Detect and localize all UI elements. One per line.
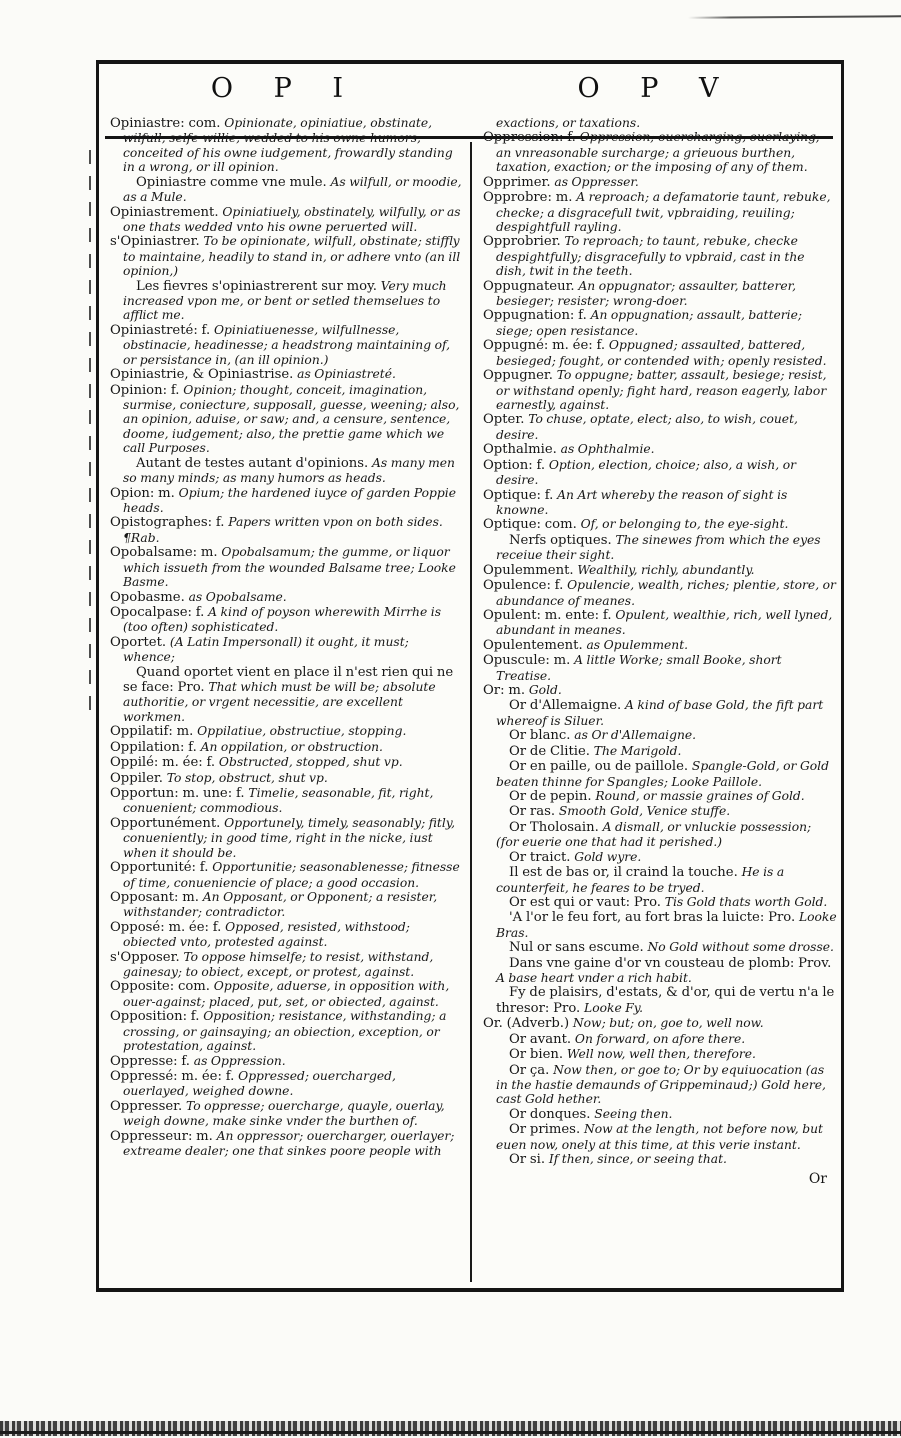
entry-headword: Opion: m. [110, 485, 179, 501]
right-column [483, 116, 837, 1200]
dictionary-entry [110, 116, 462, 175]
entry-definition: A kind of poyson wherewith Mirrhe is (too often) sophisticated. [123, 604, 442, 635]
catchword: Or [808, 1170, 827, 1187]
entry-headword: Oppugné: m. ée: f. [483, 338, 609, 354]
entry-definition: No Gold without some drosse. [647, 940, 834, 955]
entry-definition: Now then, or goe to; Or by equiuocation (as in the hastie demaunds of Grippeminaud;) Gold here, cast Gold hether. [496, 1062, 826, 1107]
entry-headword: Opter. [483, 412, 529, 428]
entry-headword: 'A l'or le feu fort, au fort bras la luicte: Pro. [509, 910, 799, 926]
dictionary-entry [483, 1063, 837, 1107]
dictionary-entry [110, 920, 462, 950]
dictionary-entry [483, 910, 837, 940]
entry-headword: Opportunité: f. [110, 860, 213, 876]
dictionary-entry [483, 412, 837, 442]
entry-headword: Opportunément. [110, 815, 225, 831]
entry-definition: Seeing then. [594, 1106, 673, 1121]
entry-headword: Opocalpase: f. [110, 604, 209, 620]
dictionary-entry [110, 860, 462, 890]
entry-headword: Oppilation: f. [110, 739, 201, 755]
entry-headword: s'Opposer. [110, 949, 184, 965]
entry-headword: Opulentement. [483, 637, 587, 653]
dictionary-entry [483, 759, 837, 789]
entry-definition: Tis Gold thats worth Gold. [664, 894, 828, 909]
entry-definition: Wealthily, richly, abundantly. [577, 562, 755, 577]
dictionary-entry [483, 940, 837, 955]
dictionary-entry [483, 956, 837, 986]
dictionary-entry [483, 130, 837, 174]
dictionary-entry [483, 338, 837, 368]
dictionary-entry [110, 786, 462, 816]
entry-definition: Opportunitie; seasonablenesse; fitnesse of time, conueniencie of place; a good occasion. [123, 860, 460, 890]
scan-artifact-top-edge [688, 15, 901, 18]
entry-headword: Opprimer. [483, 174, 555, 190]
entry-headword: Or. (Adverb.) [483, 1016, 573, 1032]
dictionary-entry [483, 895, 837, 910]
entry-definition: Well now, well then, therefore. [566, 1047, 756, 1062]
entry-definition: To stop, obstruct, shut vp. [166, 770, 328, 785]
entry-definition: To reproach; to taunt, rebuke, checke despightfully; disgracefully to vpbraid, cast in the dish, twit in the teeth. [496, 234, 805, 279]
dictionary-entry [483, 533, 837, 563]
entry-headword: Oportet. [110, 634, 170, 650]
entry-headword: Opiniastre comme vne mule. [136, 174, 331, 190]
entry-headword: Oppresseur: m. [110, 1128, 217, 1144]
entry-definition: An oppressor; ouercharger, ouerlayer; extreame dealer; one that sinkes poore people with [123, 1128, 455, 1159]
dictionary-entry [110, 1009, 462, 1053]
entry-definition: Timelie, seasonable, fit, right, conuenient; commodious. [123, 785, 434, 816]
entry-definition: as Or d'Allemaigne. [574, 728, 697, 743]
dictionary-entry [110, 486, 462, 516]
entry-headword: Or ça. [509, 1062, 554, 1078]
entry-definition: To oppose himselfe; to resist, withstand, gainesay; to obiect, except, or protest, against. [123, 949, 434, 980]
entry-headword: Fy de plaisirs, d'estats, & d'or, qui de vertu n'a le thresor: Pro. [496, 985, 835, 1016]
entry-headword: Il est de bas or, il craind la touche. [509, 865, 742, 881]
entry-definition: To oppresse; ouercharge, quayle, ouerlay, weigh downe, make sinke vnder the burthen of. [123, 1098, 445, 1129]
entry-definition: To oppugne; batter, assault, besiege; resist, or withstand openly; fight hard, reason eagerly, labor earnestly, against. [496, 368, 827, 413]
entry-definition: The Marigold. [593, 743, 682, 758]
entry-headword: Or donques. [509, 1106, 595, 1122]
dictionary-entry [483, 458, 837, 488]
entry-definition: To chuse, optate, elect; also, to wish, couet, desire. [496, 412, 798, 442]
dictionary-entry [483, 1047, 837, 1062]
dictionary-entry [483, 638, 837, 653]
entry-definition: Opposition; resistance, withstanding; a crossing, or gainsaying; an obiection, exception, or protestation, against. [123, 1009, 447, 1054]
entry-definition: as Oppression. [193, 1053, 286, 1068]
dictionary-entry [110, 740, 462, 755]
dictionary-entry [110, 816, 462, 860]
entry-headword: Dans vne gaine d'or vn cousteau de plomb: Prov. [509, 955, 832, 971]
entry-definition: To be opinionate, wilfull, obstinate; stiffly to maintaine, headily to stand in, or adhere vnto (an ill opinion,) [123, 234, 461, 279]
entry-headword: Opprobrier. [483, 234, 565, 250]
dictionary-entry [483, 578, 837, 608]
dictionary-entry [483, 190, 837, 234]
entry-definition: Obstructed, stopped, shut vp. [218, 755, 403, 770]
dictionary-entry [483, 563, 837, 578]
running-head-right: O P V [577, 73, 735, 104]
entry-headword: Opposant: m. [110, 889, 203, 905]
entry-definition: A base heart vnder a rich habit. [496, 971, 692, 986]
dictionary-entry [483, 116, 837, 130]
entry-headword: Oppugnateur. [483, 278, 579, 294]
entry-headword: Optique: f. [483, 487, 558, 503]
entry-headword: Opposite: com. [110, 979, 214, 995]
dictionary-entry [483, 1122, 837, 1152]
entry-headword: Oppilatif: m. [110, 724, 198, 740]
entry-definition: An oppugnation; assault, batterie; siege; open resistance. [496, 308, 803, 338]
entry-definition: Opposed, resisted, withstood; obiected vnto, protested against. [123, 919, 410, 950]
entry-headword: Oppugner. [483, 368, 557, 384]
entry-headword: Opulent: m. ente: f. [483, 607, 616, 623]
dictionary-entry [110, 515, 462, 545]
entry-headword: Or de pepin. [509, 788, 596, 804]
dictionary-entry [110, 545, 462, 589]
dictionary-entry [483, 488, 837, 518]
entry-definition: An oppugnator; assaulter, batterer, besieger; resister; wrong-doer. [496, 278, 797, 309]
entry-headword: Or d'Allemaigne. [509, 698, 626, 714]
dictionary-entry [483, 653, 837, 683]
entry-definition: Now at the length, not before now, but euen now, onely at this time, at this verie instant. [496, 1122, 823, 1152]
entry-definition: Opiniatiuely, obstinately, wilfully, or as one thats wedded vnto his owne peruerted will. [123, 204, 461, 234]
entry-definition: As many men so many minds; as many humors as heads. [123, 455, 455, 486]
entry-definition: Of, or belonging to, the eye-sight. [580, 517, 789, 532]
entry-definition: Opportunely, timely, seasonably; fitly, conueniently; in good time, right in the nicke, iust when it should be. [123, 815, 456, 860]
dictionary-entry [483, 1152, 837, 1167]
dictionary-entry [483, 234, 837, 278]
entry-headword: Opportun: m. une: f. [110, 785, 249, 801]
entry-definition: Option, election, choice; also, a wish, or desire. [496, 457, 796, 488]
dictionary-entry [110, 755, 462, 770]
dictionary-entry [110, 279, 462, 323]
entry-headword: Or ras. [509, 804, 559, 820]
entry-definition: exactions, or taxations. [496, 116, 641, 130]
entry-definition: Opinionate, opiniatiue, obstinate, wilfull, selfe-willie, wedded to his owne humors, conceited of his owne iudgement, frowardly standing in a wrong, or ill opinion. [123, 116, 453, 175]
dictionary-entry [110, 367, 462, 382]
entry-headword: Opposé: m. ée: f. [110, 919, 226, 935]
dictionary-entry [110, 1054, 462, 1069]
dictionary-entry [483, 175, 837, 190]
entry-headword: Or blanc. [509, 728, 575, 744]
dictionary-entry [483, 698, 837, 728]
entry-headword: Oppression: f. [483, 130, 580, 146]
dictionary-entry [483, 865, 837, 895]
dictionary-entry [110, 234, 462, 278]
entry-headword: Or de Clitie. [509, 743, 594, 759]
entry-headword: Or primes. [509, 1122, 584, 1138]
entry-definition: Oppressed; ouercharged, ouerlayed, weighed downe. [123, 1069, 396, 1099]
entry-headword: Opprobre: m. [483, 190, 577, 206]
entry-definition: as Opiniastreté. [297, 367, 396, 382]
entry-definition: An oppilation, or obstruction. [200, 739, 383, 754]
entry-headword: Or traict. [509, 849, 575, 865]
entry-definition: Opium; the hardened iuyce of garden Poppie heads. [123, 485, 456, 515]
dictionary-entry [110, 950, 462, 980]
entry-headword: Opobalsame: m. [110, 545, 222, 561]
entry-headword: Opiniastrie, & Opiniastrise. [110, 367, 298, 383]
entry-headword: s'Opiniastrer. [110, 234, 204, 250]
entry-definition: Smooth Gold, Venice stuffe. [558, 804, 731, 819]
dictionary-entry [110, 1099, 462, 1129]
column-divider [470, 142, 472, 1282]
dictionary-entry [110, 724, 462, 739]
dictionary-entry [483, 985, 837, 1016]
dictionary-entry [483, 804, 837, 819]
page-frame [96, 60, 844, 1292]
entry-headword: Oppilé: m. ée: f. [110, 755, 219, 771]
entry-definition: Opinion; thought, conceit, imagination, surmise, coniecture, supposall, guesse, weening; also, an opinion, aduise, or saw; and, a censure, sentence, doome, iudgement; also, the prettie game which we call Purposes. [123, 382, 460, 456]
entry-headword: Nerfs optiques. [509, 532, 616, 548]
entry-definition: Opobalsamum; the gumme, or liquor which issueth from the wounded Balsame tree; Looke Basme. [123, 545, 456, 590]
entry-definition: as Opobalsame. [188, 589, 287, 604]
entry-headword: Optique: com. [483, 517, 581, 533]
entry-headword: Opulence: f. [483, 578, 568, 594]
entry-headword: Or: m. [483, 683, 529, 699]
entry-definition: Opiniatiuenesse, wilfullnesse, obstinacie, headinesse; a headstrong maintaining of, or persistance in, (an ill opinion.) [123, 322, 451, 367]
entry-headword: Quand oportet vient en place il n'est rien qui ne se face: Pro. [123, 664, 454, 696]
entry-definition: Oppression; ouercharging, ouerlaying; an vnreasonable surcharge; a grieuous burthen, taxation, exaction; or the imposing of any of them. [496, 130, 821, 175]
entry-definition: Looke Bras. [496, 910, 837, 940]
entry-definition: A kind of base Gold, the fift part whereof is Siluer. [496, 698, 824, 728]
entry-definition: As wilfull, or moodie, as a Mule. [123, 174, 462, 205]
entry-headword: Or si. [509, 1152, 549, 1168]
entry-definition: Now; but; on, goe to, well now. [572, 1016, 764, 1031]
entry-definition: The sinewes from which the eyes receiue their sight. [496, 532, 821, 563]
entry-headword: Or est qui or vaut: Pro. [509, 894, 665, 910]
dictionary-entry [110, 590, 462, 605]
entry-headword: Oppugnation: f. [483, 308, 591, 324]
entry-definition: That which must be will be; absolute authoritie, or vrgent necessitie, are excellent workmen. [123, 680, 436, 724]
entry-definition: as Opulemment. [586, 637, 689, 652]
entry-definition: On forward, on afore there. [574, 1031, 746, 1046]
dictionary-entry [483, 789, 837, 804]
dictionary-entry [110, 1069, 462, 1099]
dictionary-entry [110, 635, 462, 665]
entry-definition: Opulencie, wealth, riches; plentie, store, or abundance of meanes. [496, 578, 836, 608]
dictionary-entry [110, 383, 462, 456]
running-head-left: O P I [210, 73, 360, 104]
entry-headword: Oppiler. [110, 770, 167, 786]
entry-headword: Opposition: f. [110, 1009, 204, 1025]
entry-definition: as Ophthalmie. [560, 442, 655, 457]
entry-definition: Very much increased vpon me, or bent or setled themselues to afflict me. [123, 278, 447, 323]
dictionary-entry [483, 850, 837, 865]
entry-definition: He is a counterfeit, he feares to be tryed. [496, 865, 785, 895]
dictionary-entry [110, 890, 462, 920]
entry-definition: Opposite, aduerse, in opposition with, ouer-against; placed, put, set, or obiected, against. [123, 979, 450, 1009]
dictionary-entry [483, 368, 837, 412]
entry-headword: Les fievres s'opiniastrerent sur moy. [136, 278, 381, 294]
entry-definition: Oppugned; assaulted, battered, besieged; fought, or contended with; openly resisted. [496, 338, 827, 368]
entry-headword: Oppresser. [110, 1098, 186, 1114]
dictionary-entry [483, 1032, 837, 1047]
entry-definition: Papers written vpon on both sides. ¶Rab. [123, 515, 443, 545]
dictionary-entry [110, 456, 462, 486]
dictionary-entry [110, 1129, 462, 1159]
dictionary-entry [483, 683, 837, 698]
entry-definition: Spangle-Gold, or Gold beaten thinne for Spangles; Looke Paillole. [496, 759, 829, 789]
dictionary-entry [110, 665, 462, 725]
left-column [110, 116, 462, 1159]
entry-definition: Looke Fy. [584, 1000, 643, 1015]
entry-definition: Oppilatiue, obstructiue, stopping. [197, 724, 407, 739]
entry-definition: A dismall, or vnluckie possession; (for euerie one that had it perished.) [496, 819, 812, 850]
entry-definition: If then, since, or seeing that. [548, 1152, 727, 1167]
dictionary-entry [110, 771, 462, 786]
entry-definition: Round, or massie graines of Gold. [595, 788, 805, 803]
scan-artifact-left-edge [89, 150, 91, 710]
dictionary-entry [483, 1016, 837, 1031]
entry-headword: Or Tholosain. [509, 819, 603, 835]
dictionary-entry [110, 175, 462, 205]
dictionary-entry [110, 979, 462, 1009]
entry-definition: Gold wyre. [574, 849, 642, 864]
dictionary-entry [483, 308, 837, 338]
entry-headword: Opiniastre: com. [110, 116, 225, 131]
entry-headword: Opthalmie. [483, 442, 561, 458]
entry-definition: A little Worke; small Booke, short Treatise. [496, 653, 782, 683]
entry-definition: Opulent, wealthie, rich, well lyned, abundant in meanes. [496, 607, 833, 638]
dictionary-entry [483, 744, 837, 759]
entry-headword: Opistographes: f. [110, 515, 229, 531]
entry-definition: (A Latin Impersonall) it ought, it must; whence; [123, 634, 409, 665]
entry-headword: Or bien. [509, 1047, 567, 1063]
entry-headword: Or en paille, ou de paillole. [509, 759, 692, 775]
entry-definition: An Opposant, or Opponent; a resister, withstander; contradictor. [123, 889, 438, 920]
entry-headword: Opiniastrement. [110, 204, 223, 220]
dictionary-entry [483, 820, 837, 850]
dictionary-entry [483, 1107, 837, 1122]
entry-definition: Gold. [528, 683, 562, 698]
dictionary-entry [483, 279, 837, 309]
dictionary-entry [110, 205, 462, 235]
dictionary-entry [110, 323, 462, 367]
entry-definition: as Oppresser. [554, 174, 639, 189]
entry-headword: Opinion: f. [110, 382, 184, 398]
dictionary-entry [483, 728, 837, 743]
entry-definition: An Art whereby the reason of sight is knowne. [496, 487, 788, 517]
scan-artifact-bottom-line [0, 1431, 901, 1434]
entry-headword: Or avant. [509, 1031, 575, 1047]
entry-headword: Nul or sans escume. [509, 940, 648, 956]
entry-headword: Opiniastreté: f. [110, 322, 214, 338]
dictionary-entry [483, 608, 837, 638]
dictionary-entry [483, 442, 837, 457]
entry-headword: Autant de testes autant d'opinions. [136, 455, 372, 471]
entry-headword: Opulemment. [483, 562, 578, 578]
dictionary-entry [483, 517, 837, 532]
entry-headword: Option: f. [483, 457, 549, 473]
entry-definition: A reproach; a defamatorie taunt, rebuke, checke; a disgracefull twit, vpbraiding, reuiling; despightfull rayling. [496, 190, 831, 234]
dictionary-entry [110, 605, 462, 635]
entry-headword: Oppressé: m. ée: f. [110, 1069, 239, 1084]
entry-headword: Oppresse: f. [110, 1053, 194, 1069]
entry-headword: Opuscule: m. [483, 653, 575, 669]
entry-headword: Opobasme. [110, 589, 189, 605]
